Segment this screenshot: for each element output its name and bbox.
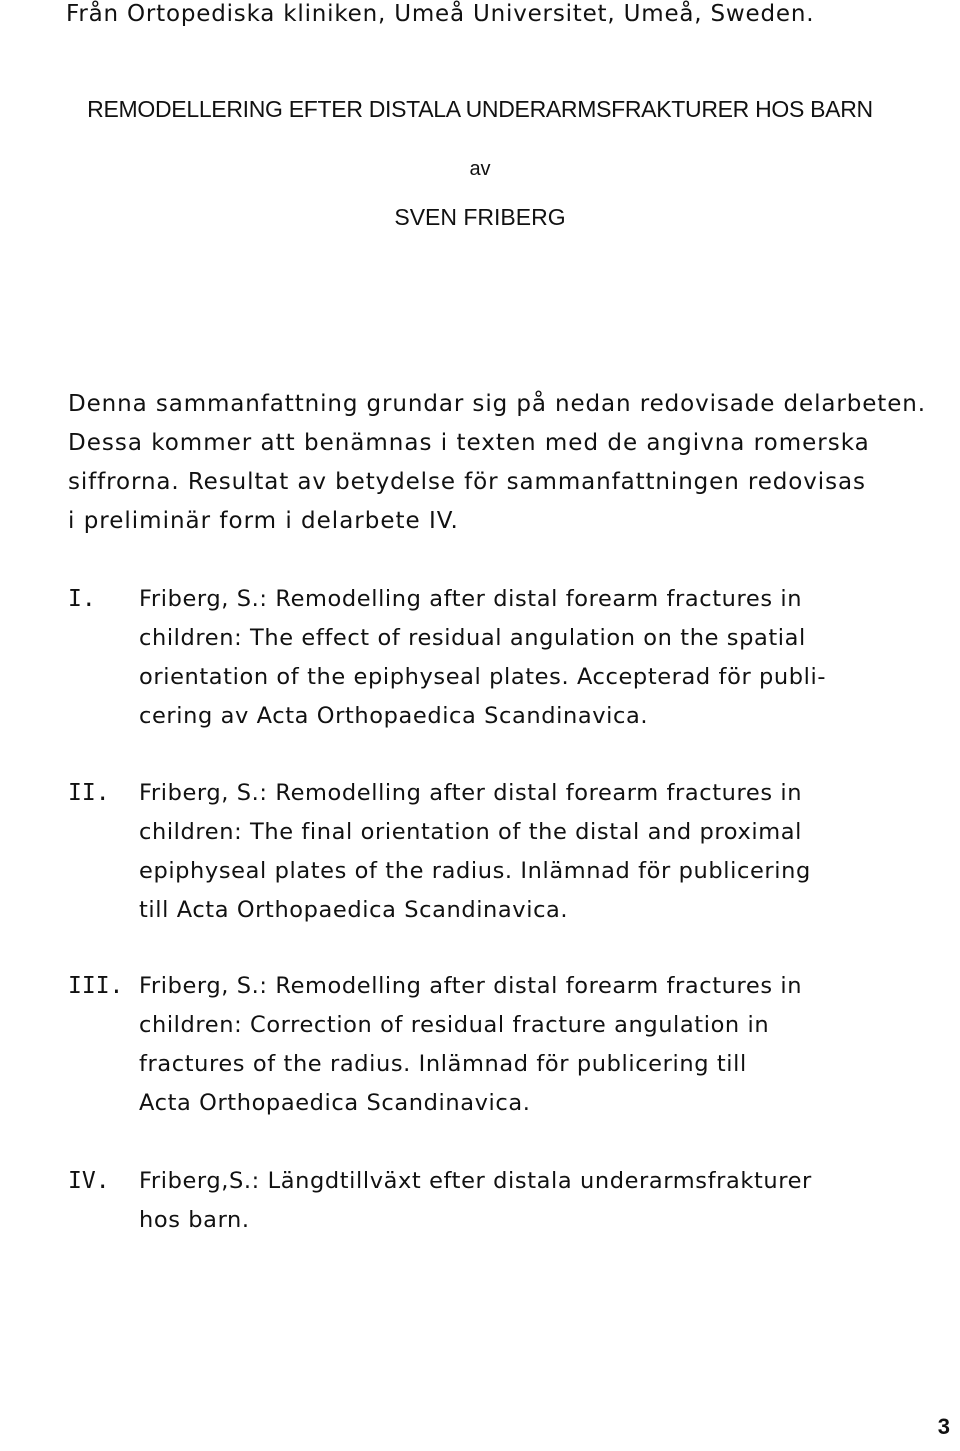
clinic-origin-line: Från Ortopediska kliniken, Umeå Universitet, Umeå, Sweden. (66, 1, 815, 27)
reference-line: cering av Acta Orthopaedica Scandinavica. (139, 703, 649, 729)
intro-line: siffrorna. Resultat av betydelse för sammanfattningen redovisas (68, 469, 866, 495)
reference-line: hos barn. (139, 1207, 250, 1233)
reference-line: epiphyseal plates of the radius. Inlämnad för publicering (139, 858, 811, 884)
reference-line: fractures of the radius. Inlämnad för publicering till (139, 1051, 747, 1077)
intro-line: Denna sammanfattning grundar sig på nedan redovisade delarbeten. (68, 391, 926, 417)
reference-numeral: IV. (68, 1168, 110, 1194)
reference-line: till Acta Orthopaedica Scandinavica. (139, 897, 569, 923)
author-name: SVEN FRIBERG (394, 204, 566, 230)
document-title: REMODELLERING EFTER DISTALA UNDERARMSFRAKTURER HOS BARN (87, 96, 873, 122)
reference-line: orientation of the epiphyseal plates. Accepterad för publi- (139, 664, 827, 690)
reference-line: Friberg, S.: Remodelling after distal forearm fractures in (139, 586, 803, 612)
reference-line: Friberg, S.: Remodelling after distal forearm fractures in (139, 780, 803, 806)
reference-line: Acta Orthopaedica Scandinavica. (139, 1090, 531, 1116)
reference-line: Friberg, S.: Remodelling after distal forearm fractures in (139, 973, 803, 999)
reference-line: children: The final orientation of the distal and proximal (139, 819, 802, 845)
reference-line: children: The effect of residual angulation on the spatial (139, 625, 806, 651)
reference-numeral: I. (68, 586, 96, 612)
intro-line: Dessa kommer att benämnas i texten med de angivna romerska (68, 430, 870, 456)
author-by-label: av (469, 158, 491, 180)
reference-numeral: III. (68, 973, 124, 999)
intro-line: i preliminär form i delarbete IV. (68, 508, 459, 534)
reference-numeral: II. (68, 780, 110, 806)
page-number: 3 (937, 1414, 950, 1439)
reference-line: children: Correction of residual fracture angulation in (139, 1012, 770, 1038)
reference-line: Friberg,S.: Längdtillväxt efter distala underarmsfrakturer (139, 1168, 812, 1194)
